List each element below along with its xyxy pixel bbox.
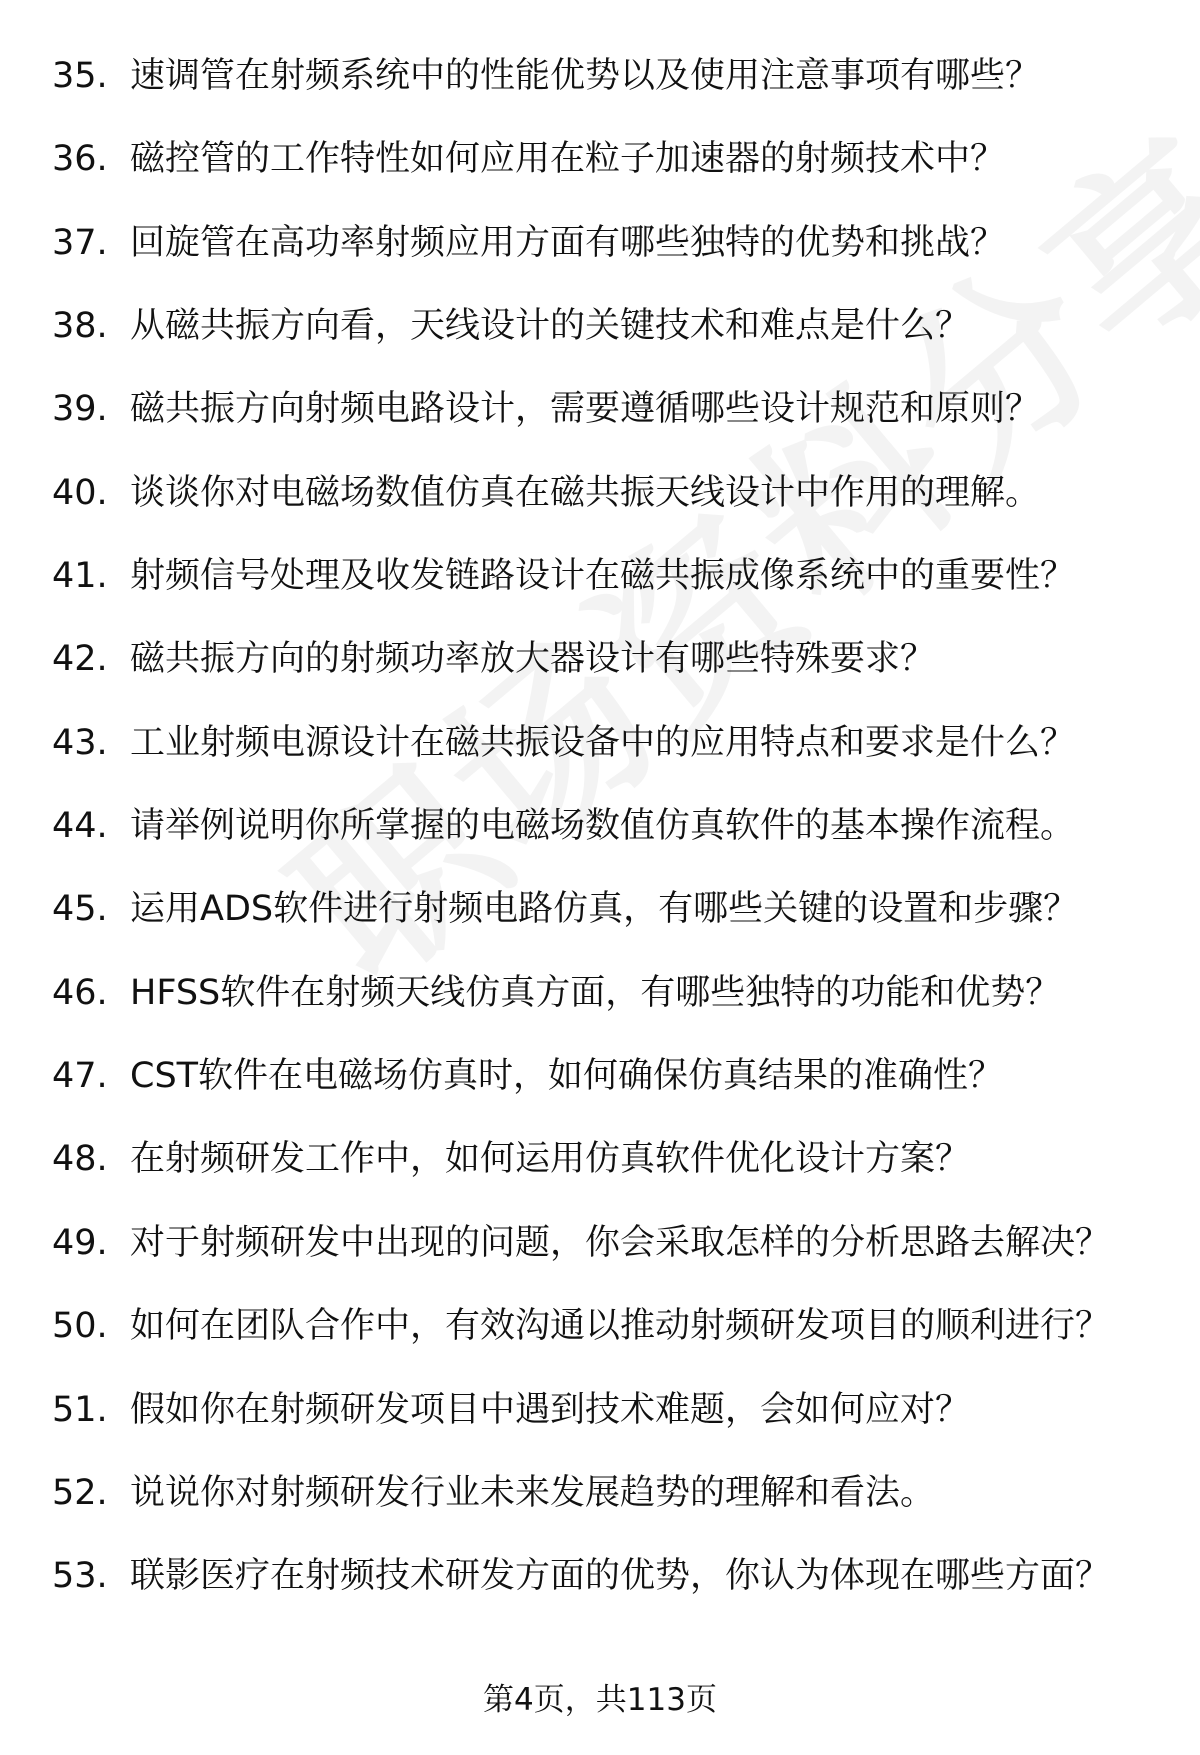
question-item bbox=[0, 634, 1200, 717]
question-text: 在射频研发工作中，如何运用仿真软件优化设计方案？ bbox=[130, 1139, 971, 1180]
question-item bbox=[0, 551, 1200, 634]
question-number: 51. bbox=[52, 1389, 108, 1430]
question-number: 52. bbox=[52, 1472, 108, 1513]
question-number: 39. bbox=[52, 389, 108, 430]
question-text: 工业射频电源设计在磁共振设备中的应用特点和要求是什么？ bbox=[130, 722, 1076, 763]
page-footer: 第4页，共113页 bbox=[483, 1682, 717, 1718]
question-text: 磁控管的工作特性如何应用在粒子加速器的射频技术中？ bbox=[130, 139, 1006, 180]
question-number: 37. bbox=[52, 222, 108, 263]
question-item bbox=[0, 1134, 1200, 1217]
question-text: 说说你对射频研发行业未来发展趋势的理解和看法。 bbox=[130, 1472, 936, 1513]
question-item bbox=[0, 718, 1200, 801]
question-text: 对于射频研发中出现的问题，你会采取怎样的分析思路去解决？ bbox=[130, 1222, 1111, 1263]
question-item bbox=[0, 1218, 1200, 1301]
question-text: 速调管在射频系统中的性能优势以及使用注意事项有哪些？ bbox=[130, 56, 1041, 96]
question-text: 回旋管在高功率射频应用方面有哪些独特的优势和挑战？ bbox=[130, 222, 1006, 263]
question-item bbox=[0, 134, 1200, 217]
question-item bbox=[0, 1551, 1200, 1634]
question-number: 46. bbox=[52, 972, 108, 1013]
question-number: 49. bbox=[52, 1222, 108, 1263]
question-item bbox=[0, 1468, 1200, 1551]
question-number: 53. bbox=[52, 1556, 108, 1597]
question-number: 42. bbox=[52, 639, 108, 680]
question-text: 谈谈你对电磁场数值仿真在磁共振天线设计中作用的理解。 bbox=[130, 472, 1041, 513]
question-item bbox=[0, 801, 1200, 884]
question-text: 如何在团队合作中，有效沟通以推动射频研发项目的顺利进行？ bbox=[130, 1306, 1111, 1347]
question-number: 40. bbox=[52, 472, 108, 513]
question-text: 运用ADS软件进行射频电路仿真，有哪些关键的设置和步骤？ bbox=[130, 889, 1079, 930]
question-item bbox=[0, 1301, 1200, 1384]
question-item bbox=[0, 968, 1200, 1051]
question-number: 35. bbox=[52, 56, 108, 96]
question-number: 38. bbox=[52, 306, 108, 347]
question-text: 磁共振方向射频电路设计，需要遵循哪些设计规范和原则？ bbox=[130, 389, 1041, 430]
question-number: 44. bbox=[52, 806, 108, 847]
question-item bbox=[0, 218, 1200, 301]
question-text: 联影医疗在射频技术研发方面的优势，你认为体现在哪些方面？ bbox=[130, 1556, 1111, 1597]
question-number: 43. bbox=[52, 722, 108, 763]
question-item bbox=[0, 884, 1200, 967]
question-number: 45. bbox=[52, 889, 108, 930]
question-item bbox=[0, 1385, 1200, 1468]
question-text: 假如你在射频研发项目中遇到技术难题，会如何应对？ bbox=[130, 1389, 971, 1430]
question-number: 50. bbox=[52, 1306, 108, 1347]
question-number: 47. bbox=[52, 1056, 108, 1097]
question-item bbox=[0, 384, 1200, 467]
question-number: 36. bbox=[52, 139, 108, 180]
question-text: 从磁共振方向看，天线设计的关键技术和难点是什么？ bbox=[130, 306, 971, 347]
question-item bbox=[0, 301, 1200, 384]
question-number: 48. bbox=[52, 1139, 108, 1180]
question-item bbox=[0, 51, 1200, 134]
question-text: 请举例说明你所掌握的电磁场数值仿真软件的基本操作流程。 bbox=[130, 806, 1076, 847]
question-text: 射频信号处理及收发链路设计在磁共振成像系统中的重要性？ bbox=[130, 556, 1076, 597]
question-text: CST软件在电磁场仿真时，如何确保仿真结果的准确性？ bbox=[130, 1056, 1004, 1097]
question-number: 41. bbox=[52, 556, 108, 597]
question-text: 磁共振方向的射频功率放大器设计有哪些特殊要求？ bbox=[130, 639, 936, 680]
question-list bbox=[0, 51, 1200, 1635]
question-item bbox=[0, 1051, 1200, 1134]
question-text: HFSS软件在射频天线仿真方面，有哪些独特的功能和优势？ bbox=[130, 972, 1061, 1013]
question-item bbox=[0, 468, 1200, 551]
